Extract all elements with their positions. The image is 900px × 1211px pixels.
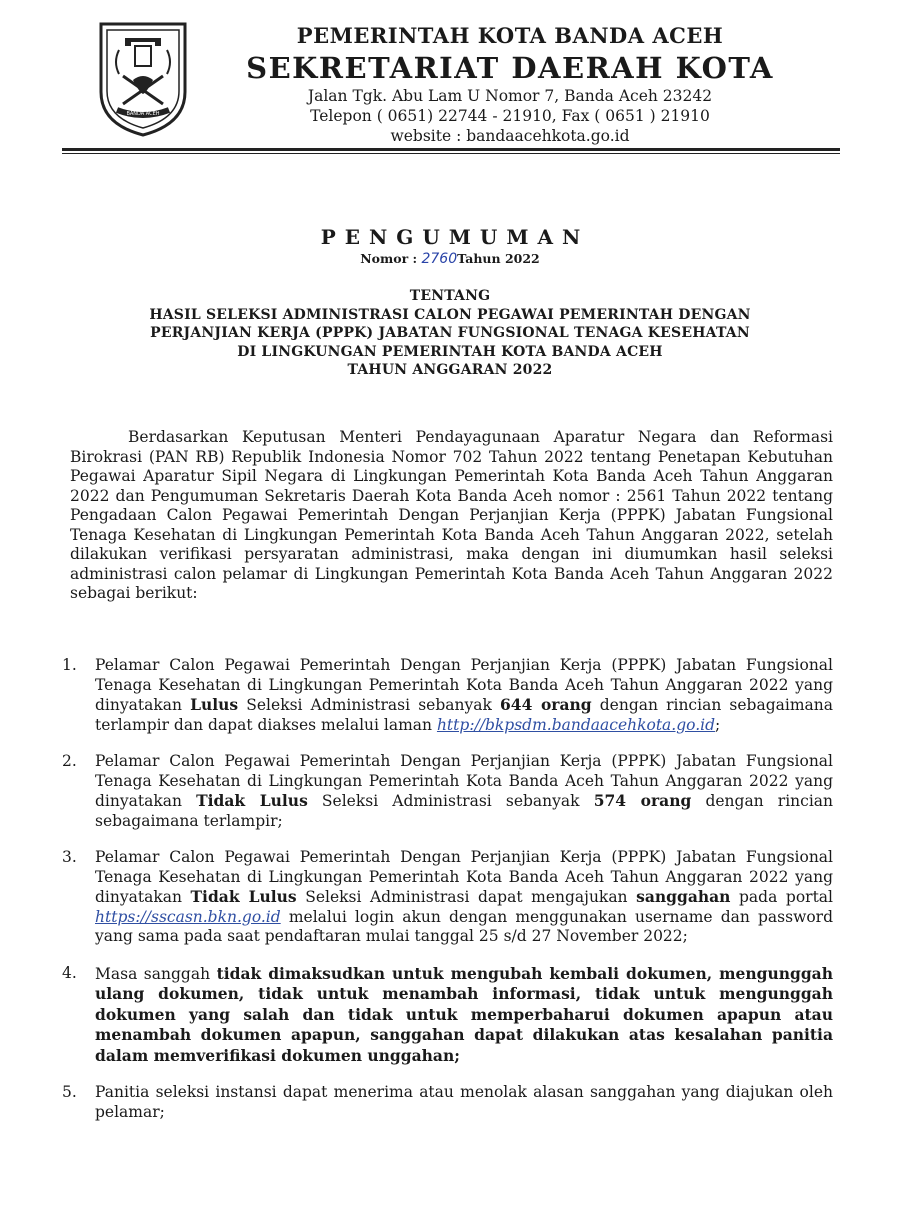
list-item: 5. Panitia seleksi instansi dapat menerima atau menolak alasan sanggahan yang diajukan oleh pelamar;: [62, 1083, 833, 1121]
announcement-number: Nomor : 2760Tahun 2022: [360, 251, 540, 267]
subject-line: DI LINGKUNGAN PEMERINTAH KOTA BANDA ACEH: [237, 343, 663, 360]
list-item: 3. Pelamar Calon Pegawai Pemerintah Dengan Perjanjian Kerja (PPPK) Jabatan Fungsional Tenaga Kesehatan di Lingkungan Pemerintah Kota Banda Aceh Tahun Anggaran 2022 yang dinyatakan Tidak Lulus Seleksi Administrasi dapat mengajukan sanggahan pada portal https://sscasn.bkn.go.id melalui login akun dengan menggunakan username dan password yang sama pada saat pendaftaran mulai tanggal 25 s/d 27 November 2022;: [62, 848, 833, 945]
subject-line: TAHUN ANGGARAN 2022: [347, 362, 553, 378]
office-address: Jalan Tgk. Abu Lam U Nomor 7, Banda Aceh 23242: [307, 87, 713, 105]
letterhead: [0, 0, 900, 160]
subject-line: PERJANJIAN KERJA (PPPK) JABATAN FUNGSIONAL TENAGA KESEHATAN: [150, 325, 750, 341]
office-website: website : bandaacehkota.go.id: [390, 127, 630, 145]
svg-text:BANDA ACEH: BANDA ACEH: [126, 111, 160, 117]
letterhead-rule-thin: [62, 153, 840, 154]
list-item: 1. Pelamar Calon Pegawai Pemerintah Dengan Perjanjian Kerja (PPPK) Jabatan Fungsional Tenaga Kesehatan di Lingkungan Pemerintah Kota Banda Aceh Tahun Anggaran 2022 yang dinyatakan Lulus Seleksi Administrasi sebanyak 644 orang dengan rincian sebagaimana terlampir dan dapat diakses melalui laman http://bkpsdm.bandaacehkota.go.id;: [62, 656, 833, 734]
sscasn-link[interactable]: https://sscasn.bkn.go.id: [95, 907, 281, 926]
list-item: 2. Pelamar Calon Pegawai Pemerintah Dengan Perjanjian Kerja (PPPK) Jabatan Fungsional Tenaga Kesehatan di Lingkungan Pemerintah Kota Banda Aceh Tahun Anggaran 2022 yang dinyatakan Tidak Lulus Seleksi Administrasi sebanyak 574 orang dengan rincian sebagaimana terlampir;: [62, 752, 834, 830]
office-phone: Telepon ( 0651) 22744 - 21910, Fax ( 0651 ) 21910: [310, 107, 710, 125]
handwritten-number: 2760: [421, 251, 458, 267]
announcement-title-block: [0, 224, 900, 268]
subject-line: HASIL SELEKSI ADMINISTRASI CALON PEGAWAI PEMERINTAH DENGAN: [149, 306, 751, 323]
list-item: 4. Masa sanggah tidak dimaksudkan untuk mengubah kembali dokumen, mengunggah ulang dokumen, tidak untuk menambah informasi, tidak untuk mengunggah dokumen yang salah dan tidak untuk memperbaharui dokumen apapun atau menambah dokumen apapun, sanggahan dapat dilakukan atas kesalahan panitia dalam memverifikasi dokumen unggahan;: [62, 963, 833, 1065]
announcement-title: PENGUMUMAN: [320, 225, 590, 249]
bkpsdm-link[interactable]: http://bkpsdm.bandaacehkota.go.id: [436, 715, 716, 734]
announcement-list: [62, 656, 833, 1139]
banda-aceh-emblem-icon: [95, 20, 191, 138]
letterhead-rule-thick: [62, 148, 840, 151]
announcement-subject: [0, 287, 900, 380]
government-name: PEMERINTAH KOTA BANDA ACEH: [296, 23, 724, 48]
intro-paragraph: Berdasarkan Keputusan Menteri Pendayagunaan Aparatur Negara dan Reformasi Birokrasi (PAN RB) Republik Indonesia Nomor 702 Tahun 2022 tentang Penetapan Kebutuhan Pegawai Aparatur Sipil Negara di Lingkungan Pemerintah Kota Banda Aceh Tahun Anggaran 2022 dan Pengumuman Sekretaris Daerah Kota Banda Aceh nomor : 2561 Tahun 2022 tentang Pengadaan Calon Pegawai Pemerintah Dengan Perjanjian Kerja (PPPK) Jabatan Fungsional Tenaga Kesehatan di Lingkungan Pemerintah Kota Banda Aceh Tahun Anggaran 2022, setelah dilakukan verifikasi persyaratan administrasi, maka dengan ini diumumkan hasil seleksi administrasi calon pelamar di Lingkungan Pemerintah Kota Banda Aceh Tahun Anggaran 2022 sebagai berikut:: [70, 428, 833, 602]
subject-heading: TENTANG: [409, 288, 491, 304]
office-name: SEKRETARIAT DAERAH KOTA: [246, 51, 774, 85]
